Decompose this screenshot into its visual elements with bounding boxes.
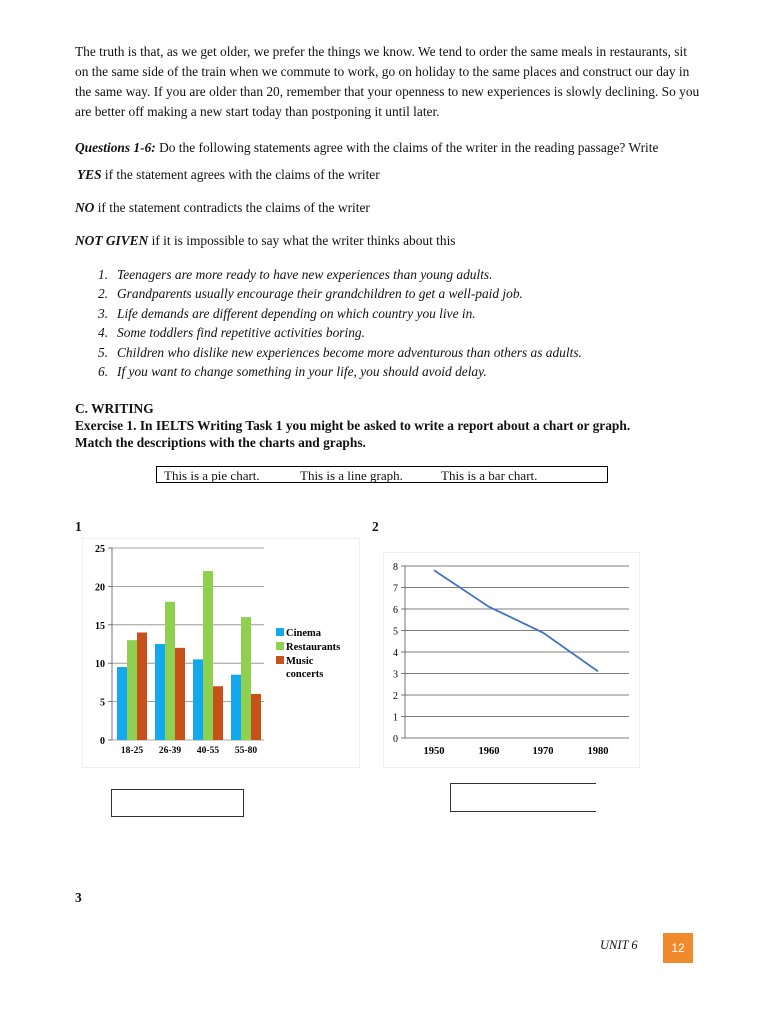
y-tick-label: 10 bbox=[95, 659, 105, 671]
y-tick-label: 20 bbox=[95, 582, 105, 594]
x-tick-label: 1960 bbox=[478, 746, 500, 757]
bar-cinema bbox=[117, 667, 127, 740]
bar-music-concerts bbox=[213, 686, 223, 740]
y-tick-label: 15 bbox=[95, 620, 105, 632]
bar-restaurants bbox=[165, 602, 175, 740]
y-tick-label: 2 bbox=[393, 691, 398, 702]
figure-number-1: 1 bbox=[75, 519, 82, 534]
figure-number-2: 2 bbox=[372, 519, 379, 534]
bar-cinema bbox=[155, 644, 165, 740]
legend-swatch bbox=[276, 628, 284, 636]
answer-line-2-left bbox=[450, 783, 451, 811]
x-tick-label: 1970 bbox=[532, 746, 554, 757]
y-tick-label: 3 bbox=[393, 669, 398, 681]
bar-music-concerts bbox=[137, 632, 147, 740]
bar-music-concerts bbox=[251, 694, 261, 740]
choice-line: This is a line graph. bbox=[300, 468, 403, 483]
y-tick-label: 5 bbox=[393, 626, 398, 638]
option-not-given: NOT GIVEN if it is impossible to say what the writer thinks about this bbox=[75, 233, 456, 248]
line-chart bbox=[383, 552, 640, 768]
question-item: 6. If you want to change something in your life, you should avoid delay. bbox=[98, 364, 487, 380]
x-tick-label: 26-39 bbox=[158, 746, 182, 756]
question-item: 2. Grandparents usually encourage their grandchildren to get a well-paid job. bbox=[98, 286, 523, 302]
bar-chart bbox=[82, 538, 360, 768]
unit-label: UNIT 6 bbox=[600, 938, 638, 952]
y-tick-label: 6 bbox=[393, 605, 398, 616]
y-tick-label: 0 bbox=[393, 734, 398, 745]
x-tick-label: 18-25 bbox=[120, 746, 144, 756]
choices-box bbox=[156, 466, 608, 483]
answer-line-2-bottom[interactable] bbox=[450, 811, 596, 812]
bar-cinema bbox=[193, 659, 203, 740]
question-item: 1. Teenagers are more ready to have new experiences than young adults. bbox=[98, 267, 493, 282]
option-no: NO if the statement contradicts the claims of the writer bbox=[75, 200, 370, 215]
y-tick-label: 0 bbox=[100, 736, 105, 747]
bar-cinema bbox=[231, 675, 241, 740]
section-title: C. WRITING bbox=[75, 401, 154, 416]
legend-label: Music bbox=[286, 656, 314, 667]
page-number: 12 bbox=[663, 933, 693, 963]
bar-restaurants bbox=[241, 617, 251, 740]
y-tick-label: 1 bbox=[393, 712, 398, 724]
answer-line-2-top bbox=[450, 783, 596, 784]
questions-label: Questions 1-6: bbox=[75, 140, 156, 155]
question-item: 3. Life demands are different depending on which country you live in. bbox=[98, 305, 476, 321]
chart-frame bbox=[383, 552, 640, 768]
bar-restaurants bbox=[127, 640, 137, 740]
questions-instruction-text: Do the following statements agree with the claims of the writer in the reading passage? Write bbox=[155, 140, 659, 155]
question-item: 4. Some toddlers find repetitive activities boring. bbox=[98, 325, 365, 341]
y-tick-label: 25 bbox=[95, 544, 105, 555]
question-list bbox=[98, 265, 582, 381]
questions-instruction bbox=[75, 138, 715, 158]
legend-label: Cinema bbox=[286, 628, 321, 639]
y-tick-label: 7 bbox=[393, 583, 398, 595]
question-item: 5. Children who dislike new experiences become more adventurous than others as adults. bbox=[98, 344, 582, 360]
answer-box-1[interactable] bbox=[111, 789, 244, 817]
bar-music-concerts bbox=[175, 648, 185, 740]
choice-pie: This is a pie chart. bbox=[164, 468, 260, 483]
y-tick-label: 8 bbox=[393, 562, 398, 573]
x-tick-label: 40-55 bbox=[196, 746, 220, 756]
y-tick-label: 4 bbox=[393, 648, 398, 659]
legend-swatch bbox=[276, 656, 284, 664]
figure-number-3: 3 bbox=[75, 890, 82, 905]
option-yes: YES if the statement agrees with the claims of the writer bbox=[77, 167, 380, 182]
reading-passage: The truth is that, as we get older, we prefer the things we know. We tend to order the same meals in restaurants, sit on the same side of the train when we commute to work, go on holiday to the same places and construct our day in the same way. If you are older than 20, remember that your openness to new experiences is slowly declining. So you are better off making a new start today than postponing it until later. bbox=[75, 44, 700, 119]
y-tick-label: 5 bbox=[100, 697, 105, 709]
bar-restaurants bbox=[203, 571, 213, 740]
exercise-instruction: Exercise 1. In IELTS Writing Task 1 you might be asked to write a report about a chart or graph. bbox=[75, 418, 631, 433]
exercise-instruction-2: Match the descriptions with the charts and graphs. bbox=[75, 435, 366, 450]
legend-swatch bbox=[276, 642, 284, 650]
x-tick-label: 55-80 bbox=[234, 746, 258, 756]
x-tick-label: 1980 bbox=[587, 746, 609, 757]
x-tick-label: 1950 bbox=[423, 746, 445, 757]
legend-label: concerts bbox=[286, 669, 324, 680]
choice-bar: This is a bar chart. bbox=[441, 468, 538, 483]
legend-label: Restaurants bbox=[286, 642, 341, 653]
